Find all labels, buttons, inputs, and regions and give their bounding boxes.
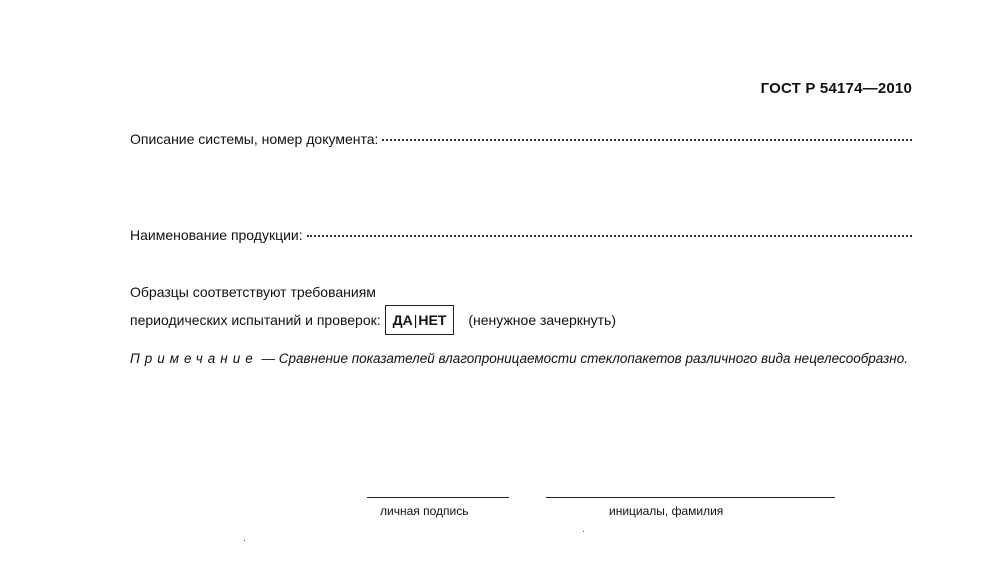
yes-no-separator: |	[413, 312, 418, 328]
initials-surname-line[interactable]	[546, 497, 835, 498]
cross-out-instruction: (ненужное зачеркнуть)	[468, 312, 616, 328]
scan-speck	[583, 531, 584, 532]
personal-signature-caption: личная подпись	[380, 504, 469, 518]
initials-surname-caption: инициалы, фамилия	[609, 504, 724, 518]
yes-option[interactable]: ДА	[392, 312, 413, 328]
system-description-label: Описание системы, номер документа:	[130, 131, 379, 147]
yes-no-box[interactable]	[385, 305, 455, 335]
system-description-field	[130, 131, 912, 147]
product-name-field	[130, 227, 912, 243]
personal-signature-line[interactable]	[367, 497, 509, 498]
conformity-statement-line1: Образцы соответствуют требованиям	[130, 284, 376, 300]
note-text: — Сравнение показателей влагопроницаемости стеклопакетов различного вида нецелесообразно.	[257, 351, 908, 366]
scan-speck	[244, 540, 245, 541]
note-label: Примечание	[130, 351, 258, 366]
system-description-fill-line[interactable]	[382, 138, 912, 141]
product-name-fill-line[interactable]	[307, 234, 912, 237]
conformity-statement-text: периодических испытаний и проверок:	[130, 312, 381, 328]
conformity-statement-line2	[130, 305, 616, 335]
standard-code: ГОСТ Р 54174—2010	[760, 80, 912, 97]
no-option[interactable]: НЕТ	[418, 312, 447, 328]
product-name-label: Наименование продукции:	[130, 227, 303, 243]
note-paragraph	[88, 349, 912, 369]
